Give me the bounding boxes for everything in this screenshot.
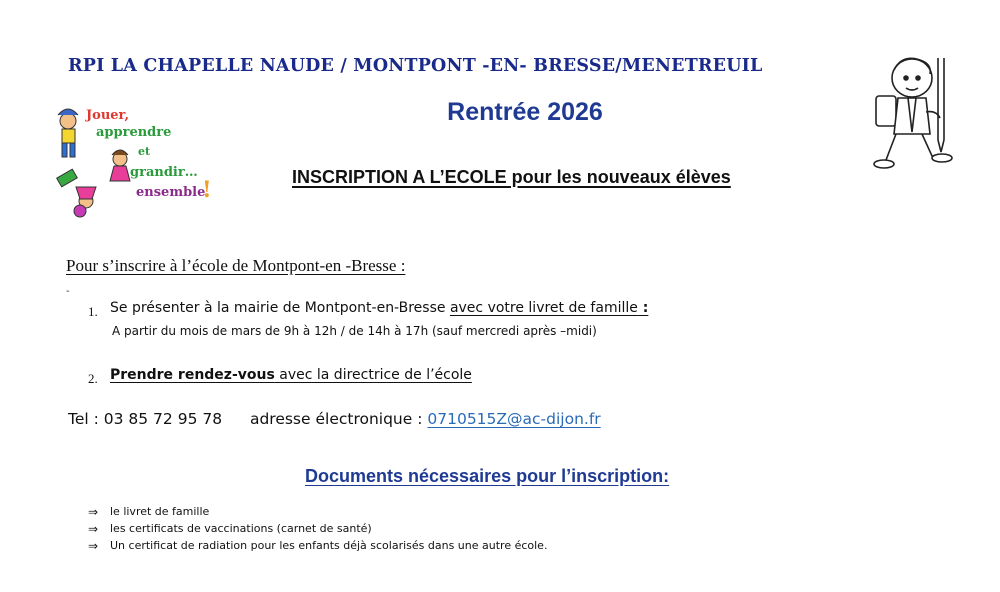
phone-number: Tel : 03 85 72 95 78 [68,410,223,428]
inscription-subtitle: INSCRIPTION A L’ECOLE pour les nouveaux élèves [292,167,731,187]
arrow-right-icon: ⇒ [88,538,99,553]
logo-word-et: et [138,145,151,158]
list-item-text: Un certificat de radiation pour les enfants déjà scolarisés dans une autre école. [110,539,548,552]
list-item [88,537,547,554]
step-1-text-line [110,300,648,316]
logo-word-grandir: grandir… [130,165,198,180]
contact-line [68,410,601,428]
step-1-number: 1. [88,304,98,319]
rpi-header: RPI LA CHAPELLE NAUDE / MONTPONT -EN- BRESSE/MENETREUIL [68,56,763,76]
list-item [88,503,547,520]
stray-dash: ‐ [66,286,70,297]
list-item [88,520,547,537]
step-1-text: Se présenter à la mairie de Montpont-en-Bresse [110,300,446,316]
list-item-text: les certificats de vaccinations (carnet de santé) [110,522,372,535]
step-1-hours: A partir du mois de mars de 9h à 12h / de 14h à 17h (sauf mercredi après –midi) [112,324,597,338]
boy-drawing-icon [872,52,958,182]
email-label: adresse électronique : [249,410,428,428]
school-logo [52,103,222,223]
logo-word-ensemble: ensemble [136,185,206,200]
logo-word-apprendre: apprendre [96,125,172,140]
documents-list [88,503,547,554]
intro-text: Pour s’inscrire à l’école de Montpont-en -Bresse : [66,256,406,275]
logo-exclamation: ! [202,177,212,203]
documents-title: Documents nécessaires pour l’inscription: [305,466,670,486]
arrow-right-icon: ⇒ [88,521,99,536]
logo-word-jouer: Jouer, [86,108,129,123]
step-2-emphasis: Prendre rendez-vous [110,367,275,383]
step-1-emphasis: avec votre livret de famille : [449,300,649,316]
list-item-text: le livret de famille [110,505,210,518]
step-2-text: avec la directrice de l’école [274,367,472,383]
email-link[interactable]: 0710515Z@ac-dijon.fr [427,410,601,428]
step-2-text-line [110,367,472,383]
rentree-title: Rentrée 2026 [447,98,603,126]
step-2-number: 2. [88,371,98,386]
boy-with-pencil-illustration [872,52,958,182]
arrow-right-icon: ⇒ [88,504,99,519]
children-illustration [52,103,222,223]
